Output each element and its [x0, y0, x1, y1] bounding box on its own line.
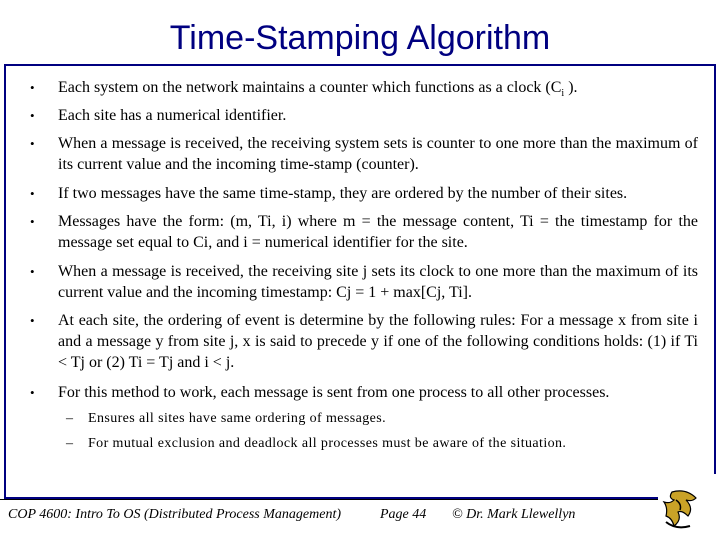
- bullet-text: If two messages have the same time-stamp, they are ordered by the number of their sites.: [58, 185, 628, 202]
- sub-bullet-text: For mutual exclusion and deadlock all processes must be aware of the situation.: [88, 436, 567, 451]
- sub-bullet-item: [66, 410, 386, 428]
- bullet-dot-icon: •: [30, 264, 35, 279]
- bullet-text: Each system on the network maintains a counter which functions as a clock ($C_i$ ).: [58, 79, 578, 100]
- bullet-text: When a message is received, the receiving site j sets its clock to one more than the maximum of its current value and the incoming timestamp: Cj = 1 + max[Cj, Ti].: [58, 263, 698, 301]
- bullet-dot-icon: •: [30, 136, 35, 151]
- bullet-dot-icon: •: [30, 186, 35, 201]
- bullet-dot-icon: •: [30, 313, 35, 328]
- bullet-dot-icon: •: [30, 80, 35, 95]
- sub-bullet-text: Ensures all sites have same ordering of messages.: [88, 411, 386, 426]
- bullet-text: When a message is received, the receiving system sets is counter to one more than the maximum of its current value and the incoming time-stamp (counter).: [58, 135, 698, 173]
- ucf-pegasus-logo-icon: [652, 486, 708, 536]
- dash-icon: –: [66, 436, 74, 451]
- dash-icon: –: [66, 411, 74, 426]
- bullet-dot-icon: •: [30, 385, 35, 400]
- bullet-text: Each site has a numerical identifier.: [58, 107, 287, 124]
- footer-page-number: Page 44: [380, 507, 427, 522]
- bullet-dot-icon: •: [30, 214, 35, 229]
- sub-bullet-item: [66, 435, 566, 453]
- bullet-text: For this method to work, each message is sent from one process to all other processes.: [58, 384, 610, 401]
- bullet-text: Messages have the form: (m, Ti, i) where m = the message content, Ti = the timestamp for the message set equal to Ci, and i = numerical identifier for the site.: [58, 213, 698, 251]
- bullet-text: At each site, the ordering of event is determine by the following rules: For a message x from site i and a message y from site j, x is said to precede y if one of the following conditions holds: (1) if Ti < Tj or (2) Ti = Tj and i < j.: [58, 312, 698, 371]
- slide-title: Time-Stamping Algorithm: [169, 19, 551, 57]
- bullet-dot-icon: •: [30, 108, 35, 123]
- footer-course: COP 4600: Intro To OS (Distributed Process Management): [8, 507, 341, 522]
- footer-author: © Dr. Mark Llewellyn: [452, 507, 576, 522]
